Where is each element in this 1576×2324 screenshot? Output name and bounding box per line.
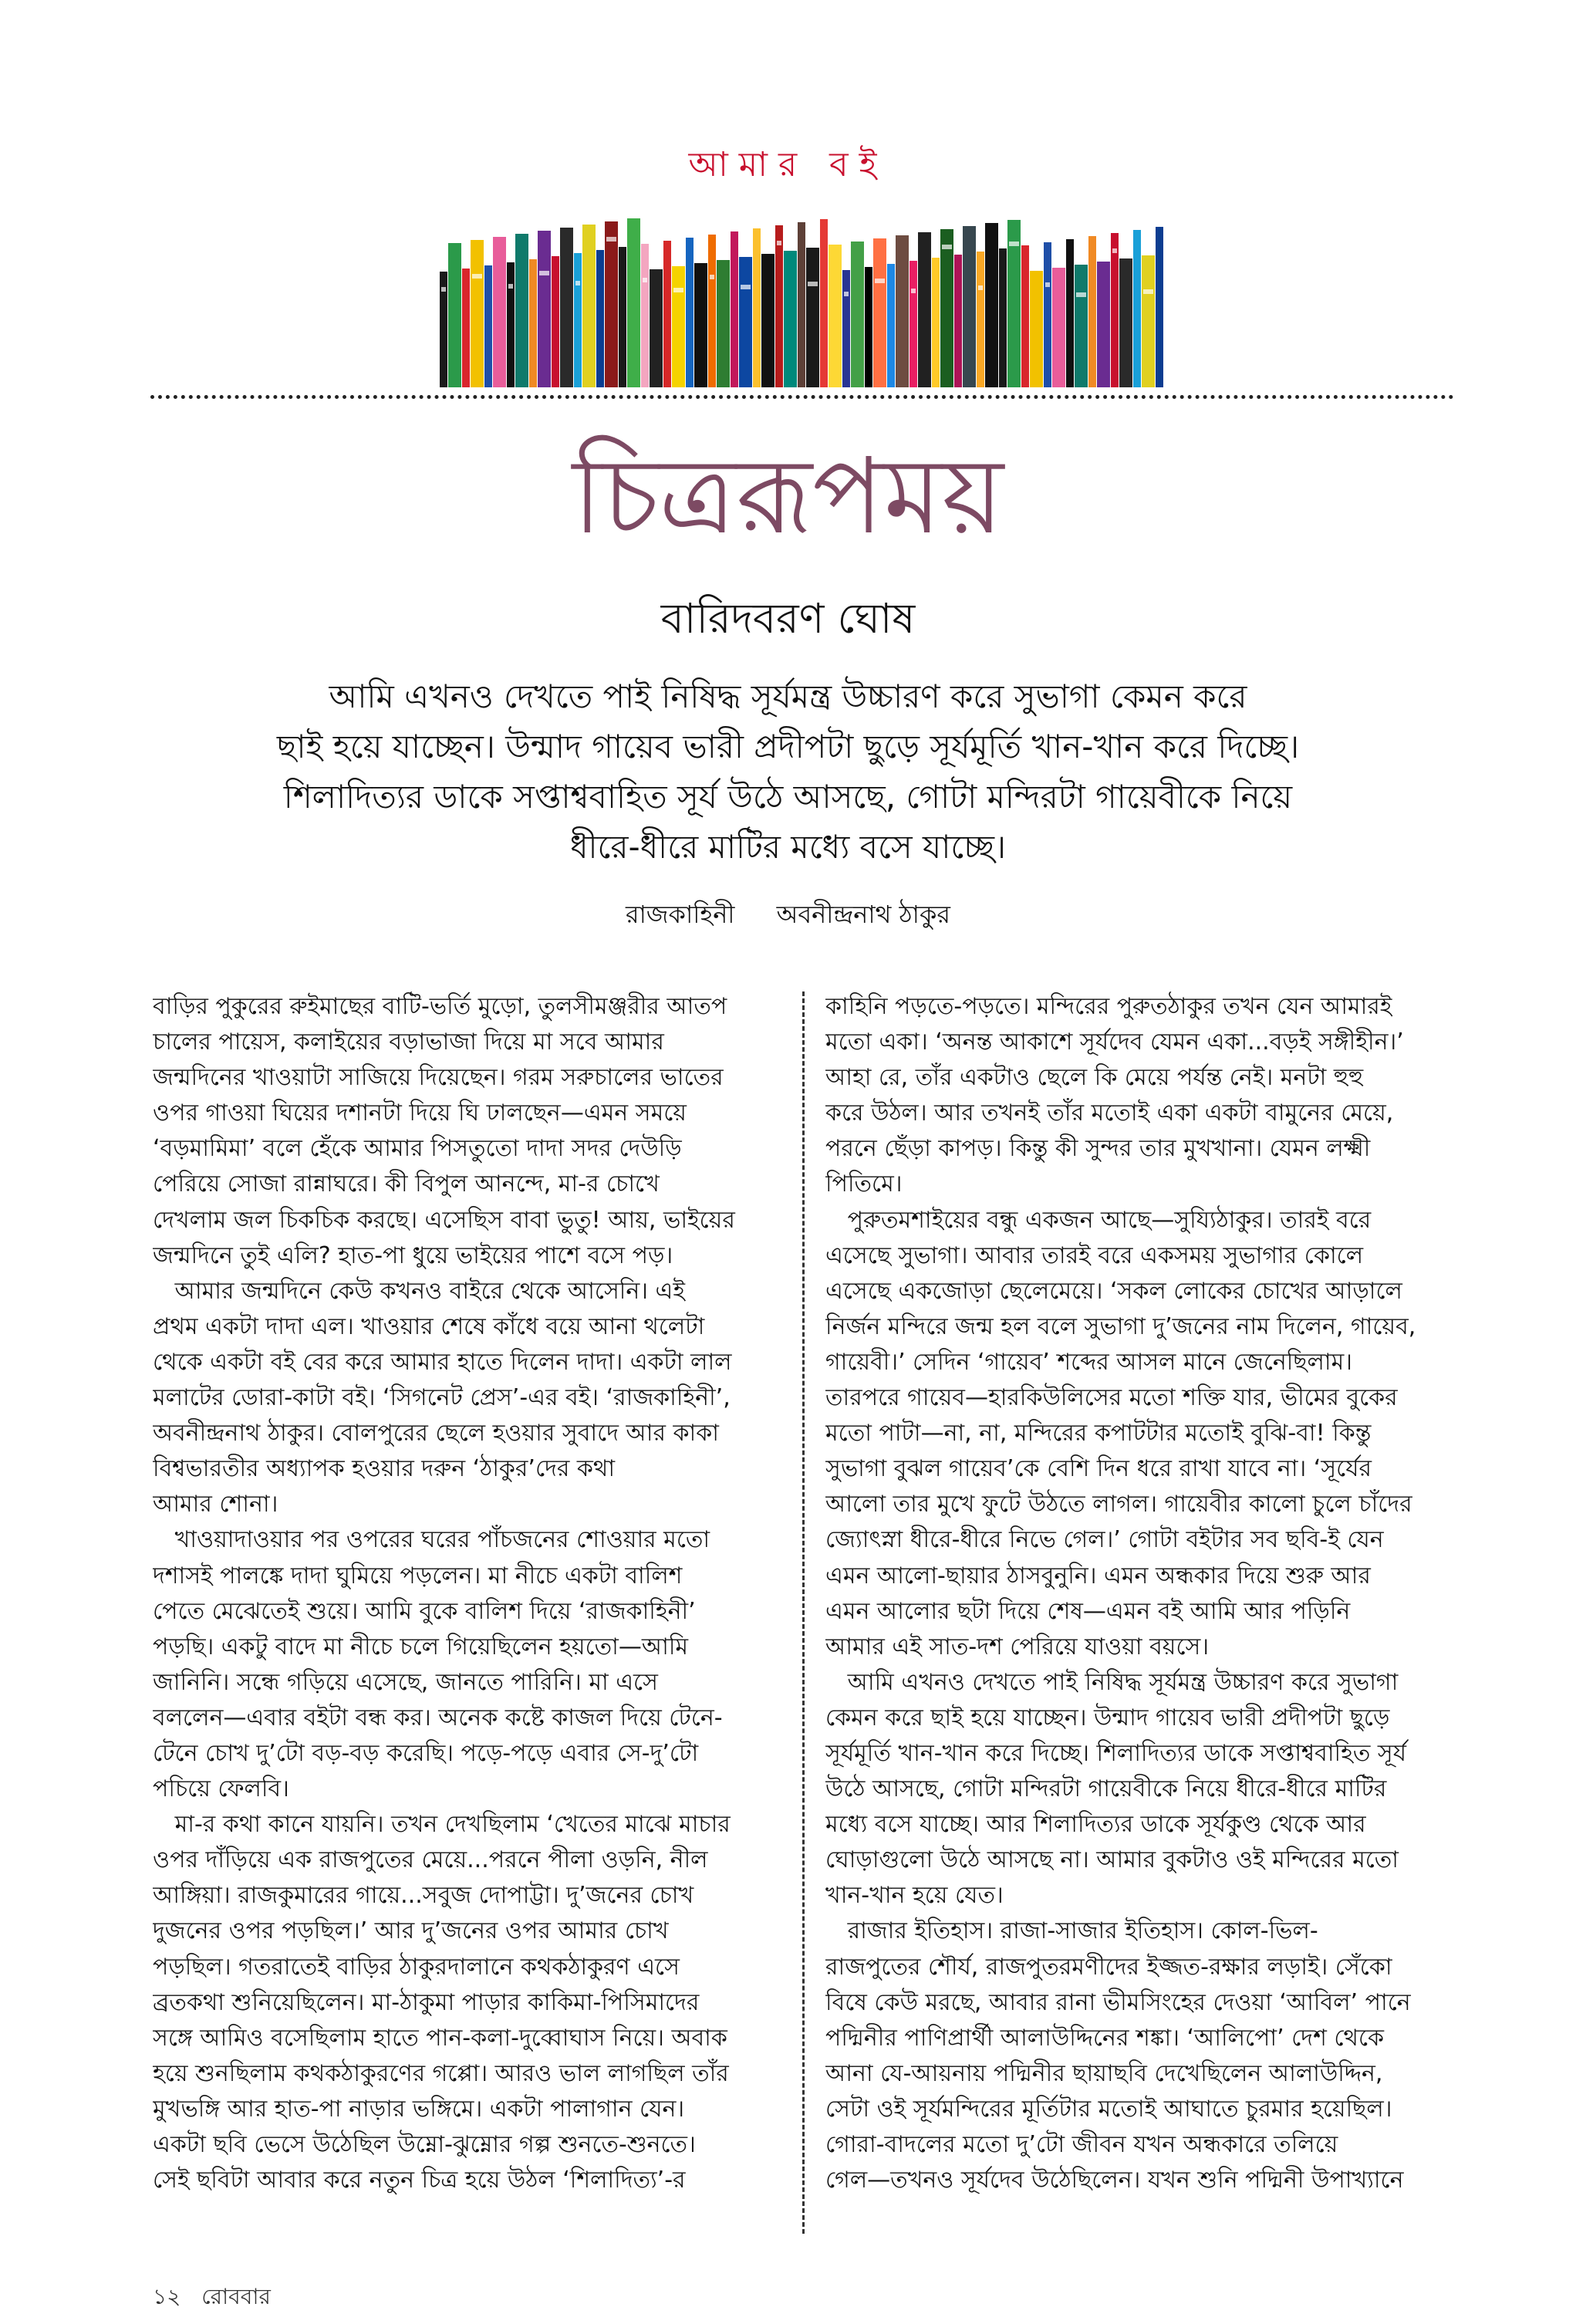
text-line: ব্রতকথা শুনিয়েছিলেন। মা-ঠাকুমা পাড়ার কাকিমা-পিসিমাদের (153, 1988, 700, 2016)
text-line: উঠে আসছে, গোটা মন্দিরটা গায়েবীকে নিয়ে ধীরে-ধীরে মাটির (825, 1775, 1387, 1803)
text-line: এমন আলোর ছটা দিয়ে শেষ—এমন বই আমি আর পড়িনি (825, 1597, 1351, 1625)
text-line: জন্মদিনের খাওয়াটা সাজিয়ে দিয়েছেন। গরম সরুচালের ভাতের (153, 1064, 724, 1092)
text-line: সুভাগা বুঝল গায়েব’কে বেশি দিন ধরে রাখা যাবে না। ‘সূর্যের (825, 1455, 1372, 1483)
text-line: পদ্মিনীর পাণিপ্রার্থী আলাউদ্দিনের শঙ্কা। ‘আলিপো’ দেশ থেকে (825, 2024, 1385, 2052)
text-line: এসেছে একজোড়া ছেলেমেয়ে। ‘সকল লোকের চোখের আড়ালে (825, 1277, 1402, 1305)
text-line: জন্মদিনে তুই এলি? হাত-পা ধুয়ে ভাইয়ের পাশে বসে পড়। (153, 1241, 673, 1269)
text-line: আঙ্গিয়া। রাজকুমারের গায়ে...সবুজ দোপাট্টা। দু’জনের চোখ (153, 1882, 694, 1910)
article-author: বারিদবরণ ঘোষ (660, 594, 916, 643)
text-line: আহা রে, তাঁর একটাও ছেলে কি মেয়ে পর্যন্ত নেই। মনটা হুহু (825, 1064, 1364, 1092)
text-line: হয়ে শুনছিলাম কথকঠাকুরণের গপ্পো। আরও ভাল লাগছিল তাঁর (153, 2059, 729, 2087)
text-line: গায়েবী।’ সেদিন ‘গায়েব’ শব্দের আসল মানে জেনেছিলাম। (825, 1348, 1352, 1376)
text-line: সেই ছবিটা আবার করে নতুন চিত্র হয়ে উঠল ‘শিলাদিত্য’-র (153, 2167, 686, 2194)
text-line: পড়ছি। একটু বাদে মা নীচে চলে গিয়েছিলেন হয়তো—আমি (153, 1633, 689, 1660)
text-line: আমি এখনও দেখতে পাই নিষিদ্ধ সূর্যমন্ত্র উচ্চারণ করে সুভাগা (825, 1668, 1399, 1696)
quote-line: শিলাদিত্যর ডাকে সপ্তাশ্ববাহিত সূর্য উঠে আসছে, গোটা মন্দিরটা গায়েবীকে নিয়ে (283, 778, 1293, 816)
text-line: প্রথম একটা দাদা এল। খাওয়ার শেষে কাঁধে বয়ে আনা থলেটা (153, 1312, 705, 1340)
text-line: মতো পাটা—না, না, মন্দিরের কপাটটার মতোই বুঝি-বা! কিন্তু (825, 1420, 1372, 1447)
text-line: আমার জন্মদিনে কেউ কখনও বাইরে থেকে আসেনি। এই (153, 1277, 685, 1305)
body-column-left (153, 989, 754, 2198)
section-label: আমার বই (688, 145, 888, 184)
text-line: এমন আলো-ছায়ার ঠাসবুনুনি। এমন অন্ধকার দিয়ে শুরু আর (825, 1562, 1371, 1589)
quote-source (0, 895, 1576, 937)
text-line: পচিয়ে ফেলবি। (153, 1775, 289, 1803)
text-line: ‘বড়মামিমা’ বলে হেঁকে আমার পিসতুতো দাদা সদর দেউড়ি (153, 1135, 682, 1163)
bookshelf-illustration (440, 216, 1165, 387)
text-line: কাহিনি পড়তে-পড়তে। মন্দিরের পুরুতঠাকুর তখন যেন আমারই (825, 993, 1392, 1020)
text-line: সূর্যমূর্তি খান-খান করে দিচ্ছে। শিলাদিত্যর ডাকে সপ্তাশ্ববাহিত সূর্য (825, 1739, 1407, 1767)
text-line: তারপরে গায়েব—হারকিউলিসের মতো শক্তি যার, ভীমের বুকের (825, 1384, 1398, 1412)
text-line: সঙ্গে আমিও বসেছিলাম হাতে পান-কলা-দুব্বোঘাস নিয়ে। অবাক (153, 2024, 727, 2052)
text-line: ঘোড়াগুলো উঠে আসছে না। আমার বুকটাও ওই মন্দিরের মতো (825, 1846, 1399, 1874)
page-footer (153, 2280, 285, 2316)
article-title: চিত্ররূপময় (572, 436, 1004, 558)
text-line: একটা ছবি ভেসে উঠেছিল উম্নো-ঝুম্নোর গল্প শুনতে-শুনতে। (153, 2131, 696, 2158)
text-line: জ্যোৎস্না ধীরে-ধীরে নিভে গেল।’ গোটা বইটার সব ছবি-ই যেন (825, 1526, 1384, 1554)
text-line: করে উঠল। আর তখনই তাঁর মতোই একা একটা বামুনের মেয়ে, (825, 1100, 1394, 1127)
text-line: গেল—তখনও সূর্যদেব উঠেছিলেন। যখন শুনি পদ্মিনী উপাখ্যানে (825, 2167, 1404, 2194)
text-line: সেটা ওই সূর্যমন্দিরের মূর্তিটার মতোই আঘাতে চুরমার হয়েছিল। (825, 2095, 1392, 2123)
text-line: আমার এই সাত-দশ পেরিয়ে যাওয়া বয়সে। (825, 1633, 1210, 1660)
text-line: আনা যে-আয়নায় পদ্মিনীর ছায়াছবি দেখেছিলেন আলাউদ্দিন, (825, 2059, 1383, 2087)
body-column-right (825, 989, 1427, 2198)
column-divider (802, 991, 805, 2234)
text-line: মধ্যে বসে যাচ্ছে। আর শিলাদিত্যর ডাকে সূর্যকুণ্ড থেকে আর (825, 1811, 1366, 1839)
quote-line: আমি এখনও দেখতে পাই নিষিদ্ধ সূর্যমন্ত্র উচ্চারণ করে সুভাগা কেমন করে (329, 677, 1247, 715)
text-line: নির্জন মন্দিরে জন্ম হল বলে সুভাগা দু’জনের নাম দিলেন, গায়েব, (825, 1312, 1416, 1340)
text-line: দশাসই পালঙ্কে দাদা ঘুমিয়ে পড়লেন। মা নীচে একটা বালিশ (153, 1562, 683, 1589)
text-line: বললেন—এবার বইটা বন্ধ কর। অনেক কষ্টে কাজল দিয়ে টেনে- (153, 1704, 723, 1731)
text-line: চালের পায়েস, কলাইয়ের বড়াভাজা দিয়ে মা সবে আমার (153, 1029, 664, 1056)
text-line: আলো তার মুখে ফুটে উঠতে লাগল। গায়েবীর কালো চুলে চাঁদের (825, 1491, 1412, 1518)
source-book: রাজকাহিনী (626, 900, 735, 929)
text-line: মতো একা। ‘অনন্ত আকাশে সূর্যদেব যেমন একা...বড়ই সঙ্গীহীন।’ (825, 1029, 1404, 1056)
pull-quote (255, 671, 1321, 872)
magazine-name: রোববার (201, 2284, 271, 2309)
text-line: বাড়ির পুকুরের রুইমাছের বাটি-ভর্তি মুড়ো, তুলসীমঞ্জরীর আতপ (153, 993, 727, 1020)
quote-line: ছাই হয়ে যাচ্ছেন। উন্মাদ গায়েব ভারী প্রদীপটা ছুড়ে সূর্যমূর্তি খান-খান করে দিচ্ছে। (276, 728, 1300, 765)
page-number: ১২ (153, 2284, 181, 2309)
text-line: রাজপুতের শৌর্য, রাজপুতরমণীদের ইজ্জত-রক্ষার লড়াই। সেঁকো (825, 1953, 1392, 1981)
source-author: অবনীন্দ্রনাথ ঠাকুর (776, 900, 950, 929)
text-line: পেরিয়ে সোজা রান্নাঘরে। কী বিপুল আনন্দে, মা-র চোখে (153, 1170, 660, 1198)
text-line: মুখভঙ্গি আর হাত-পা নাড়ার ভঙ্গিমে। একটা পালাগান যেন। (153, 2095, 685, 2123)
text-line: ওপর দাঁড়িয়ে এক রাজপুতের মেয়ে...পরনে পীলা ওড়নি, নীল (153, 1846, 708, 1874)
text-line: পরনে ছেঁড়া কাপড়। কিন্তু কী সুন্দর তার মুখখানা। যেমন লক্ষ্মী (825, 1135, 1371, 1163)
text-line: পড়ছিল। গতরাতেই বাড়ির ঠাকুরদালানে কথকঠাকুরণ এসে (153, 1953, 680, 1981)
text-line: কেমন করে ছাই হয়ে যাচ্ছেন। উন্মাদ গায়েব ভারী প্রদীপটা ছুড়ে (825, 1704, 1390, 1731)
text-line: জানিনি। সন্ধে গড়িয়ে এসেছে, জানতে পারিনি। মা এসে (153, 1668, 658, 1696)
text-line: আমার শোনা। (153, 1491, 278, 1518)
text-line: খাওয়াদাওয়ার পর ওপরের ঘরের পাঁচজনের শোওয়ার মতো (153, 1526, 710, 1554)
text-line: বিশ্বভারতীর অধ্যাপক হওয়ার দরুন ‘ঠাকুর’দের কথা (153, 1455, 616, 1483)
text-line: ওপর গাওয়া ঘিয়ের দশানটা দিয়ে ঘি ঢালছেন—এমন সময়ে (153, 1100, 687, 1127)
text-line: এসেছে সুভাগা। আবার তারই বরে একসময় সুভাগার কোলে (825, 1241, 1364, 1269)
text-line: পুরুতমশাইয়ের বন্ধু একজন আছে—সুয্যিঠাকুর। তারই বরে (825, 1206, 1372, 1234)
text-line: রাজার ইতিহাস। রাজা-সাজার ইতিহাস। কোল-ভিল- (825, 1917, 1318, 1945)
text-line: বিষে কেউ মরছে, আবার রানা ভীমসিংহের দেওয়া ‘আবিল’ পানে (825, 1988, 1411, 2016)
text-line: পেতে মেঝেতেই শুয়ে। আমি বুকে বালিশ দিয়ে ‘রাজকাহিনী’ (153, 1597, 696, 1625)
text-line: দেখলাম জল চিকচিক করছে। এসেছিস বাবা ভুতু! আয়, ভাইয়ের (153, 1206, 735, 1234)
text-line: অবনীন্দ্রনাথ ঠাকুর। বোলপুরের ছেলে হওয়ার সুবাদে আর কাকা (153, 1420, 719, 1447)
text-line: পিতিমে। (825, 1170, 903, 1198)
text-line: গোরা-বাদলের মতো দু’টো জীবন যখন অন্ধকারে তলিয়ে (825, 2131, 1338, 2158)
text-line: থেকে একটা বই বের করে আমার হাতে দিলেন দাদা। একটা লাল (153, 1348, 732, 1376)
text-line: দুজনের ওপর পড়ছিল।’ আর দু’জনের ওপর আমার চোখ (153, 1917, 669, 1945)
text-line: খান-খান হয়ে যেত। (825, 1882, 1004, 1910)
quote-line: ধীরে-ধীরে মাটির মধ্যে বসে যাচ্ছে। (569, 828, 1007, 866)
text-line: টেনে চোখ দু’টো বড়-বড় করেছি। পড়ে-পড়ে এবার সে-দু’টো (153, 1739, 699, 1767)
text-line: মলাটের ডোরা-কাটা বই। ‘সিগনেট প্রেস’-এর বই। ‘রাজকাহিনী’, (153, 1384, 731, 1412)
dotted-divider (150, 395, 1454, 399)
text-line: মা-র কথা কানে যায়নি। তখন দেখছিলাম ‘খেতের মাঝে মাচার (153, 1811, 731, 1839)
